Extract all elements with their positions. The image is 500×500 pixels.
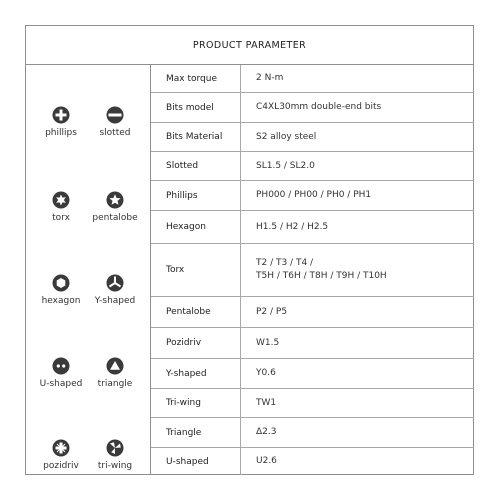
tri-wing-icon [106, 439, 124, 457]
param-value: 2 N-m [256, 73, 284, 83]
param-value: Y0.6 [256, 368, 276, 378]
param-key: Y-shaped [151, 359, 241, 388]
param-key: U-shaped [151, 448, 241, 475]
param-key: Hexagon [151, 211, 241, 243]
bit-type-row [26, 357, 150, 407]
bit-type-triangle [84, 357, 146, 389]
bit-type-label: triangle [97, 379, 133, 389]
bit-type-label: torx [52, 213, 70, 223]
parameter-table [151, 65, 474, 475]
triangle-icon [106, 357, 124, 375]
table-row [151, 181, 474, 211]
phillips-icon [52, 106, 70, 124]
table-row [151, 65, 474, 93]
param-value: Δ2.3 [256, 427, 277, 437]
param-value: U2.6 [256, 456, 277, 466]
param-value: S2 alloy steel [256, 131, 317, 142]
bit-type-row [26, 274, 150, 324]
bit-type-label: pentalobe [92, 213, 138, 223]
param-value: T2 / T3 / T4 / T5H / T6H / T8H / T9H / T10H [256, 258, 387, 281]
pentalobe-icon [106, 191, 124, 209]
bit-type-label: Y-shaped [94, 296, 136, 306]
param-key: Pozidriv [151, 328, 241, 358]
param-value: TW1 [256, 397, 277, 408]
table-row [151, 93, 474, 123]
parameter-panel [25, 25, 474, 475]
table-row [151, 123, 474, 152]
bit-type-label: pozidriv [43, 461, 79, 471]
table-row [151, 448, 474, 475]
param-key: Pentalobe [151, 297, 241, 327]
pozidriv-icon [52, 439, 70, 457]
table-row [151, 328, 474, 359]
table-row [151, 244, 474, 297]
bit-type-hexagon [30, 274, 92, 306]
table-row [151, 152, 474, 181]
bit-type-label: U-shaped [39, 379, 83, 389]
bit-type-pozidriv [30, 439, 92, 471]
param-key: Phillips [151, 181, 241, 210]
table-row [151, 389, 474, 418]
table-row [151, 418, 474, 448]
bit-type-phillips [30, 106, 92, 138]
bit-type-y-shaped [84, 274, 146, 306]
bit-type-label: tri-wing [97, 461, 133, 471]
param-key: Max torque [151, 65, 241, 92]
bit-type-row [26, 106, 150, 156]
bit-type-row [26, 439, 150, 489]
bit-type-slotted [84, 106, 146, 138]
param-key: Slotted [151, 152, 241, 180]
param-key: Tri-wing [151, 389, 241, 417]
bit-type-torx [30, 191, 92, 223]
y-shaped-icon [106, 274, 124, 292]
param-value: H1.5 / H2 / H2.5 [256, 221, 329, 232]
hexagon-icon [52, 274, 70, 292]
torx-icon [52, 191, 70, 209]
param-key: Bits model [151, 93, 241, 122]
bit-type-label: slotted [99, 128, 131, 138]
table-row [151, 211, 474, 244]
bit-type-u-shaped [30, 357, 92, 389]
slotted-icon [106, 106, 124, 124]
param-value: PH000 / PH00 / PH0 / PH1 [256, 190, 372, 200]
param-key: Torx [151, 244, 241, 296]
bit-type-label: hexagon [41, 296, 81, 306]
table-row [151, 359, 474, 389]
bit-type-tri-wing [84, 439, 146, 471]
param-value: C4XL30mm double-end bits [256, 102, 382, 112]
param-value: SL1.5 / SL2.0 [256, 160, 315, 171]
param-key: Bits Material [151, 123, 241, 151]
bit-type-row [26, 191, 150, 241]
bit-type-label: phillips [45, 128, 77, 138]
param-value: P2 / P5 [256, 306, 288, 317]
table-row [151, 297, 474, 328]
param-value: W1.5 [256, 337, 280, 348]
bit-type-pentalobe [84, 191, 146, 223]
bit-types-grid [26, 65, 150, 475]
param-key: Triangle [151, 418, 241, 447]
panel-title: PRODUCT PARAMETER [26, 26, 473, 65]
u-shaped-icon [52, 357, 70, 375]
